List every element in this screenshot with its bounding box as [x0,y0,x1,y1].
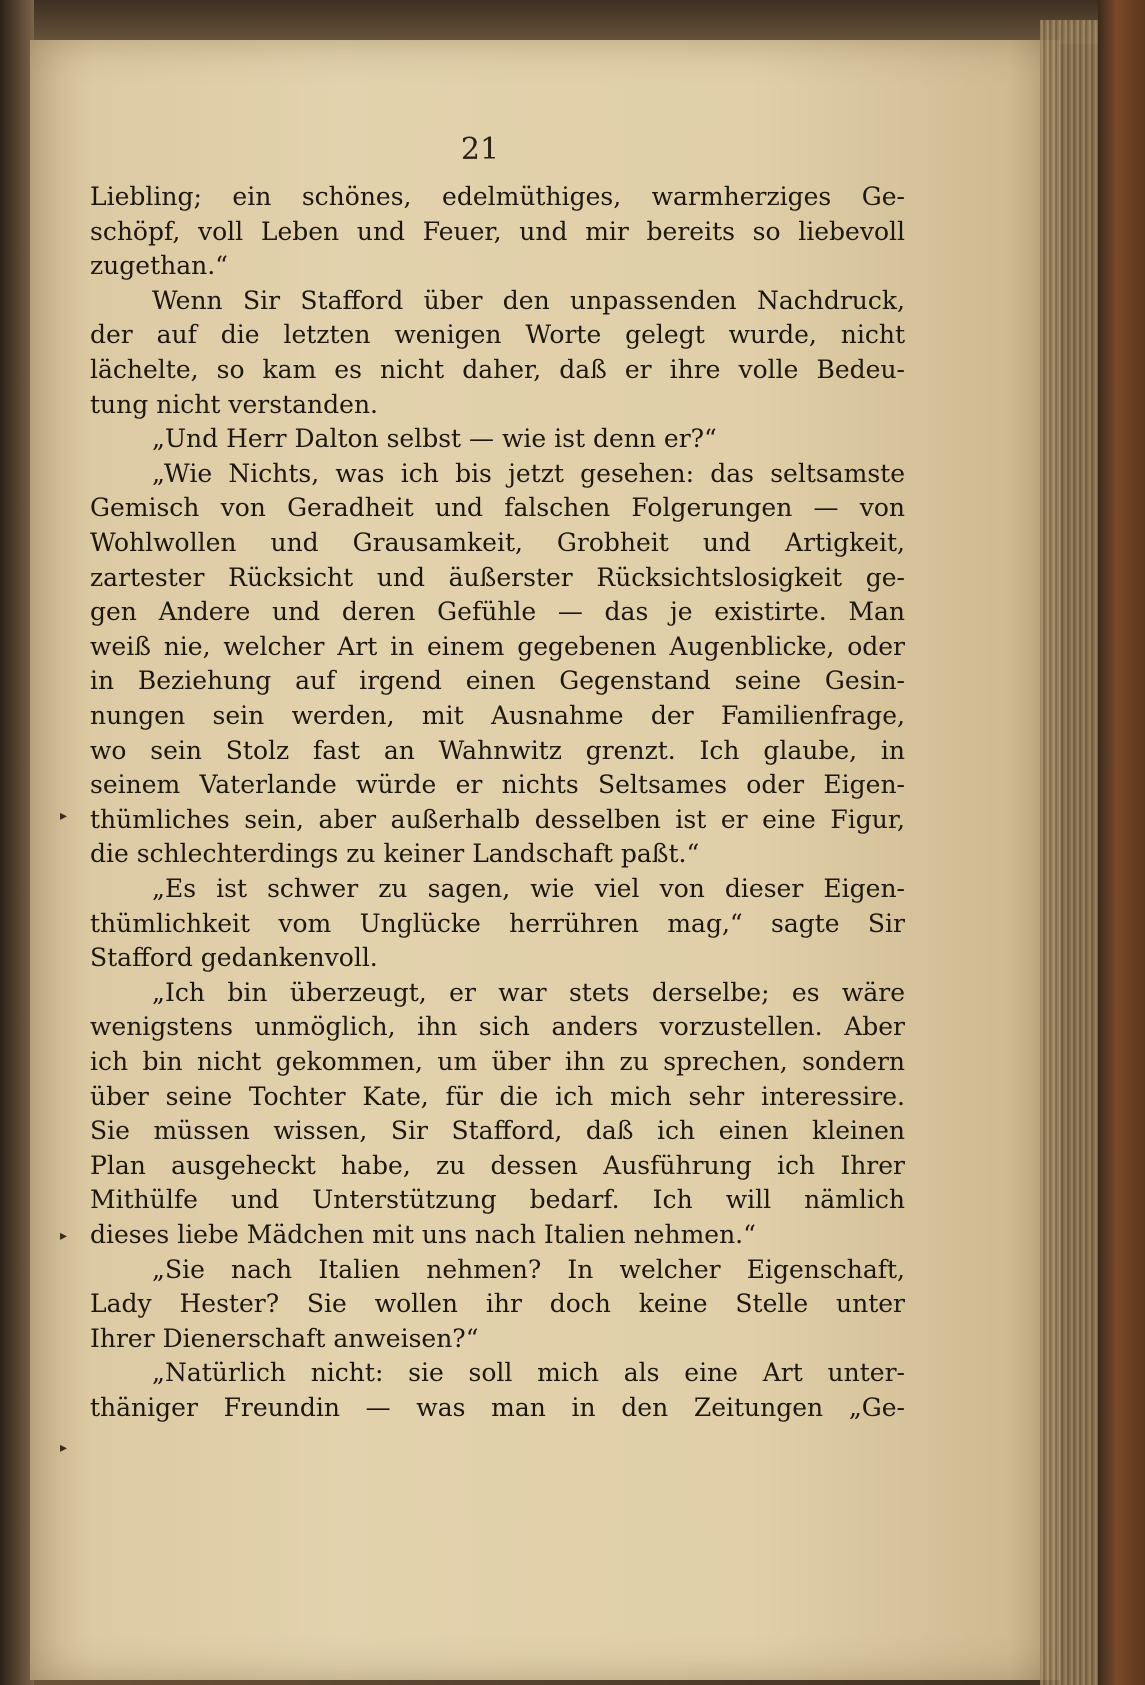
text-line: Gemisch von Geradheit und falschen Folgerungen — von [90,493,905,523]
text-line: „Wie Nichts, was ich bis jetzt gesehen: das seltsamste [152,458,905,488]
text-line: dieses liebe Mädchen mit uns nach Italien nehmen.“ [90,1220,756,1249]
text-line: Lady Hester? Sie wollen ihr doch keine Stelle unter [90,1289,905,1319]
text-line: gen Andere und deren Gefühle — das je existirte. Man [90,597,905,627]
text-line: Wenn Sir Stafford über den unpassenden Nachdruck, [152,285,905,315]
text-line: thäniger Freundin — was man in den Zeitungen „Ge- [90,1393,905,1422]
page-number: 21 [460,132,500,167]
text-line: „Es ist schwer zu sagen, wie viel von dieser Eigen- [152,874,905,903]
text-line: weiß nie, welcher Art in einem gegebenen Augenblicke, oder [90,631,905,661]
page-edges-right [1040,20,1100,1685]
text-line: „Sie nach Italien nehmen? In welcher Eigenschaft, [152,1254,905,1284]
text-line: wenigstens unmöglich, ihn sich anders vorzustellen. Aber [90,1012,905,1042]
text-line: wo sein Stolz fast an Wahnwitz grenzt. Ich glaube, in [90,735,905,765]
text-line: thümliches sein, aber außerhalb desselben ist er eine Figur, [90,804,905,834]
text-line: Liebling; ein schönes, edelmüthiges, warmherziges Ge- [90,182,905,211]
text-line: lächelte, so kam es nicht daher, daß er ihre volle Bedeu- [90,355,905,384]
text-line: tung nicht verstanden. [90,389,378,419]
text-line: die schlechterdings zu keiner Landschaft paßt.“ [90,839,700,869]
text-line: ich bin nicht gekommen, um über ihn zu sprechen, sondern [90,1047,905,1076]
book-binding-left [0,0,34,1685]
text-line: Plan ausgeheckt habe, zu dessen Ausführung ich Ihrer [90,1150,905,1180]
text-line: über seine Tochter Kate, für die ich mich sehr interessire. [90,1081,905,1111]
text-line: schöpf, voll Leben und Feuer, und mir bereits so liebevoll [90,216,905,246]
text-line: „Und Herr Dalton selbst — wie ist denn er?“ [152,424,717,454]
text-line: Stafford gedankenvoll. [90,943,378,973]
margin-mark: ▸ [60,1440,68,1456]
text-line: „Natürlich nicht: sie soll mich als eine Art unter- [152,1358,905,1388]
book-cover-right [1098,0,1145,1685]
page-top-shadow [30,0,1100,44]
text-line: in Beziehung auf irgend einen Gegenstand seine Gesin- [90,666,905,696]
text-line: Sie müssen wissen, Sir Stafford, daß ich einen kleinen [90,1116,905,1146]
text-line: Mithülfe und Unterstützung bedarf. Ich will nämlich [90,1185,905,1215]
text-line: Wohlwollen und Grausamkeit, Grobheit und Artigkeit, [90,528,905,557]
margin-mark: ▸ [60,1228,68,1244]
text-line: zartester Rücksicht und äußerster Rücksichtslosigkeit ge- [90,562,905,592]
margin-mark: ▸ [60,808,68,824]
text-line: nungen sein werden, mit Ausnahme der Familienfrage, [90,701,905,730]
text-line: seinem Vaterlande würde er nichts Seltsames oder Eigen- [90,770,905,800]
text-line: der auf die letzten wenigen Worte gelegt wurde, nicht [90,320,905,350]
text-line: thümlichkeit vom Unglücke herrühren mag,“ sagte Sir [90,908,905,938]
text-line: „Ich bin überzeugt, er war stets derselbe; es wäre [152,977,905,1007]
text-line: zugethan.“ [90,251,228,281]
text-line: Ihrer Dienerschaft anweisen?“ [90,1323,479,1353]
